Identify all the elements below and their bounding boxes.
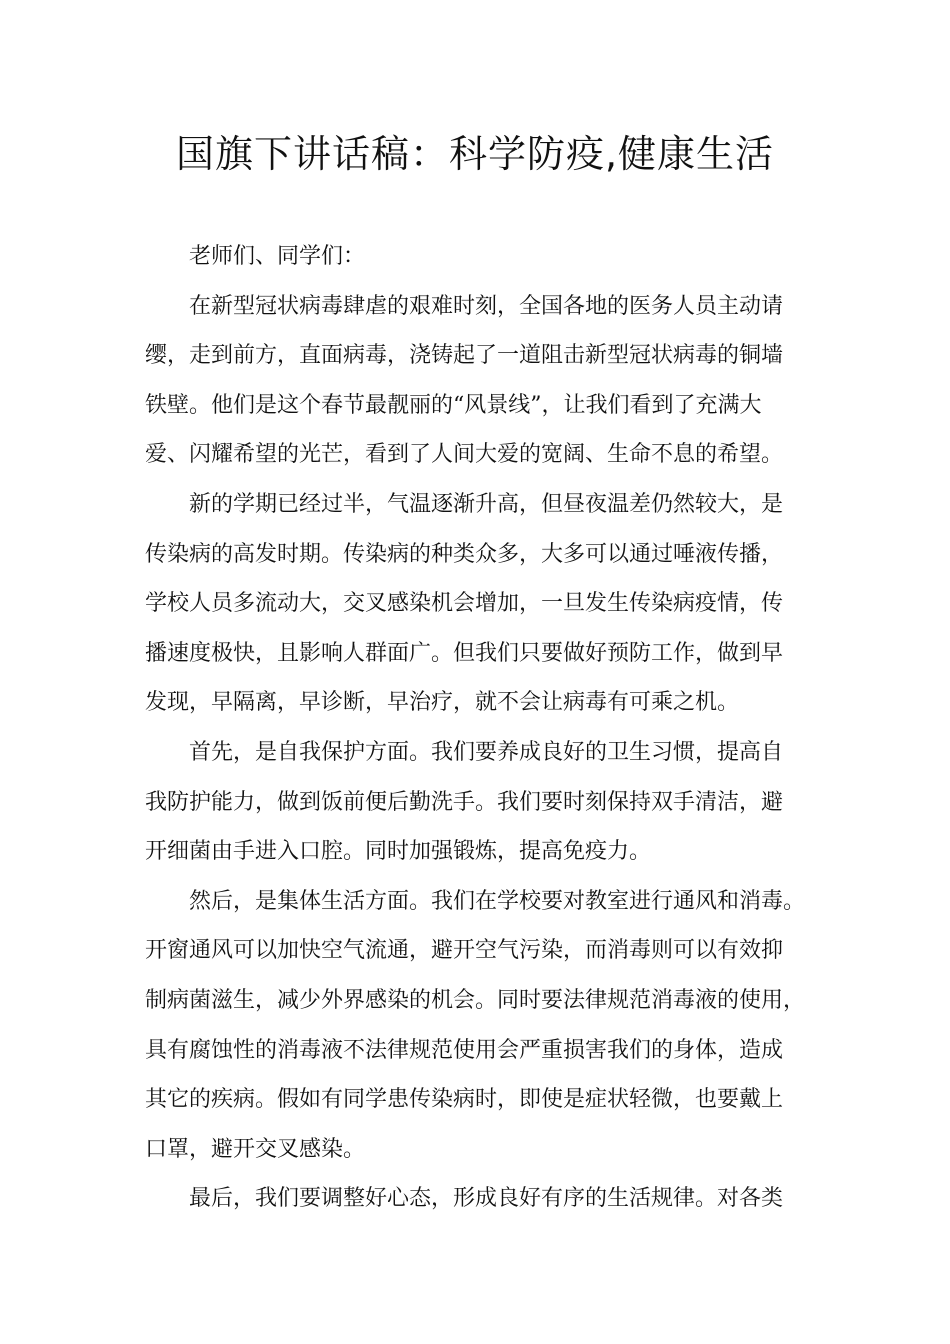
paragraph-line: 缨，走到前方，直面病毒，浇铸起了一道阻击新型冠状病毒的铜墙 bbox=[145, 343, 784, 369]
document-title: 国旗下讲话稿：科学防疫,健康生活 bbox=[175, 132, 775, 176]
paragraph-line: 最后，我们要调整好心态，形成良好有序的生活规律。对各类 bbox=[189, 1186, 784, 1212]
paragraph-2 bbox=[145, 480, 805, 728]
paragraph-line: 然后，是集体生活方面。我们在学校要对教室进行通风和消毒。 bbox=[189, 888, 806, 914]
paragraph-5 bbox=[145, 1174, 805, 1224]
paragraph-line: 爱、闪耀希望的光芒，看到了人间大爱的宽阔、生命不息的希望。 bbox=[145, 442, 784, 468]
paragraph-1 bbox=[145, 282, 805, 480]
paragraph-line: 播速度极快，且影响人群面广。但我们只要做好预防工作，做到早 bbox=[145, 640, 784, 666]
paragraph-line: 新的学期已经过半，气温逐渐升高，但昼夜温差仍然较大，是 bbox=[189, 491, 784, 517]
paragraph-line: 首先，是自我保护方面。我们要养成良好的卫生习惯，提高自 bbox=[189, 739, 784, 765]
paragraph-3 bbox=[145, 728, 805, 877]
paragraph-line: 铁壁。他们是这个春节最靓丽的“风景线”，让我们看到了充满大 bbox=[145, 392, 762, 418]
paragraph-line: 发现，早隔离，早诊断，早治疗，就不会让病毒有可乘之机。 bbox=[145, 690, 740, 716]
paragraph-4 bbox=[145, 877, 805, 1175]
paragraph-line: 学校人员多流动大，交叉感染机会增加，一旦发生传染病疫情，传 bbox=[145, 591, 784, 617]
paragraph-line: 我防护能力，做到饭前便后勤洗手。我们要时刻保持双手清洁，避 bbox=[145, 789, 784, 815]
paragraph-line: 开窗通风可以加快空气流通，避开空气污染，而消毒则可以有效抑 bbox=[145, 938, 784, 964]
document-body bbox=[145, 232, 805, 1224]
paragraph-line: 具有腐蚀性的消毒液不法律规范使用会严重损害我们的身体，造成 bbox=[145, 1037, 784, 1063]
paragraph-line: 其它的疾病。假如有同学患传染病时，即使是症状轻微，也要戴上 bbox=[145, 1087, 784, 1113]
paragraph-line: 开细菌由手进入口腔。同时加强锻炼，提高免疫力。 bbox=[145, 839, 652, 865]
greeting-line: 老师们、同学们： bbox=[189, 244, 366, 269]
paragraph-line: 传染病的高发时期。传染病的种类众多，大多可以通过唾液传播， bbox=[145, 541, 784, 567]
greeting-paragraph bbox=[145, 232, 805, 282]
paragraph-line: 制病菌滋生，减少外界感染的机会。同时要法律规范消毒液的使用， bbox=[145, 987, 806, 1013]
paragraph-line: 口罩，避开交叉感染。 bbox=[145, 1136, 366, 1162]
paragraph-line: 在新型冠状病毒肆虐的艰难时刻，全国各地的医务人员主动请 bbox=[189, 293, 784, 319]
